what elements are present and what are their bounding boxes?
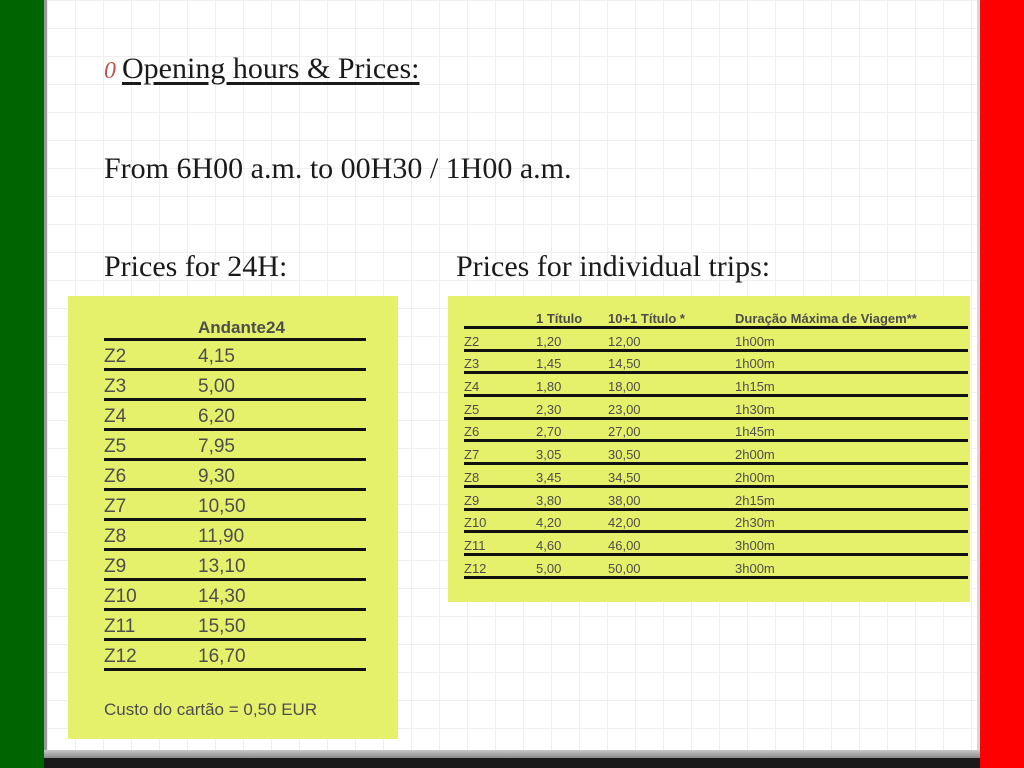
card-cost-note: Custo do cartão = 0,50 EUR (104, 700, 318, 719)
table-row (464, 554, 968, 577)
table-row (464, 509, 968, 532)
zone-cell: Z6 (464, 418, 536, 441)
andante24-price-cell: 11,90 (198, 520, 366, 550)
table-row (104, 640, 366, 670)
left-green-band (0, 0, 44, 768)
zone-cell: Z8 (104, 520, 198, 550)
ten-plus-one-column-header: 10+1 Título * (608, 308, 735, 328)
andante24-price-panel (68, 296, 398, 739)
single-ticket-price-cell: 1,80 (536, 373, 608, 396)
single-ticket-column-header: 1 Título (536, 308, 608, 328)
table-row (464, 441, 968, 464)
zone-cell: Z5 (464, 396, 536, 419)
table-row (464, 328, 968, 351)
table-row (464, 396, 968, 419)
max-duration-cell: 3h00m (735, 554, 968, 577)
table-row (464, 532, 968, 555)
ten-plus-one-price-cell: 18,00 (608, 373, 735, 396)
max-duration-cell: 1h00m (735, 350, 968, 373)
ten-plus-one-price-cell: 46,00 (608, 532, 735, 555)
table-header-row (464, 308, 968, 328)
single-ticket-price-cell: 4,20 (536, 509, 608, 532)
zone-cell: Z3 (464, 350, 536, 373)
single-ticket-price-cell: 5,00 (536, 554, 608, 577)
single-ticket-price-cell: 3,05 (536, 441, 608, 464)
max-duration-cell: 1h45m (735, 418, 968, 441)
prices-24h-label: Prices for 24H: (104, 250, 288, 283)
zone-cell: Z11 (104, 610, 198, 640)
slide-bottom-bar (44, 758, 980, 768)
ten-plus-one-price-cell: 38,00 (608, 486, 735, 509)
zone-cell: Z12 (104, 640, 198, 670)
zone-cell: Z10 (104, 580, 198, 610)
table-row (104, 430, 366, 460)
individual-trip-price-panel (448, 296, 970, 602)
zone-cell: Z7 (104, 490, 198, 520)
ten-plus-one-price-cell: 14,50 (608, 350, 735, 373)
table-row (464, 418, 968, 441)
zone-cell: Z12 (464, 554, 536, 577)
table-row (104, 340, 366, 370)
table-row (104, 550, 366, 580)
single-ticket-price-cell: 4,60 (536, 532, 608, 555)
ten-plus-one-price-cell: 34,50 (608, 464, 735, 487)
andante24-price-cell: 4,15 (198, 340, 366, 370)
andante24-price-cell: 5,00 (198, 370, 366, 400)
single-ticket-price-cell: 2,70 (536, 418, 608, 441)
zone-column-header (104, 310, 198, 340)
zone-cell: Z2 (464, 328, 536, 351)
table-row (104, 370, 366, 400)
zone-cell: Z10 (464, 509, 536, 532)
andante24-price-cell: 16,70 (198, 640, 366, 670)
single-ticket-price-cell: 2,30 (536, 396, 608, 419)
andante24-price-cell: 6,20 (198, 400, 366, 430)
max-duration-cell: 2h00m (735, 441, 968, 464)
single-ticket-price-cell: 3,80 (536, 486, 608, 509)
zone-cell: Z6 (104, 460, 198, 490)
zone-cell: Z5 (104, 430, 198, 460)
ten-plus-one-price-cell: 27,00 (608, 418, 735, 441)
andante24-price-table (104, 310, 366, 671)
zone-cell: Z9 (104, 550, 198, 580)
andante24-price-cell: 14,30 (198, 580, 366, 610)
table-header-row (104, 310, 366, 340)
zone-cell: Z3 (104, 370, 198, 400)
max-duration-cell: 2h30m (735, 509, 968, 532)
max-duration-cell: 1h00m (735, 328, 968, 351)
table-row (104, 610, 366, 640)
andante24-price-cell: 7,95 (198, 430, 366, 460)
zone-cell: Z4 (464, 373, 536, 396)
zone-cell: Z9 (464, 486, 536, 509)
andante24-price-cell: 9,30 (198, 460, 366, 490)
bullet-marker: 0 (104, 58, 116, 84)
single-ticket-price-cell: 3,45 (536, 464, 608, 487)
max-duration-cell: 2h00m (735, 464, 968, 487)
andante24-price-cell: 13,10 (198, 550, 366, 580)
table-row (104, 520, 366, 550)
andante24-price-cell: 15,50 (198, 610, 366, 640)
max-duration-cell: 1h15m (735, 373, 968, 396)
zone-cell: Z11 (464, 532, 536, 555)
slide-bottom-shadow (44, 750, 980, 758)
max-duration-cell: 2h15m (735, 486, 968, 509)
single-ticket-price-cell: 1,45 (536, 350, 608, 373)
ten-plus-one-price-cell: 23,00 (608, 396, 735, 419)
right-red-band (980, 0, 1024, 768)
andante24-price-cell: 10,50 (198, 490, 366, 520)
table-row (104, 490, 366, 520)
zone-cell: Z7 (464, 441, 536, 464)
table-row (464, 373, 968, 396)
max-duration-cell: 3h00m (735, 532, 968, 555)
zone-cell: Z4 (104, 400, 198, 430)
individual-trip-price-table (464, 308, 968, 579)
heading-row (104, 52, 419, 92)
single-ticket-price-cell: 1,20 (536, 328, 608, 351)
table-row (464, 486, 968, 509)
ten-plus-one-price-cell: 50,00 (608, 554, 735, 577)
table-row (104, 460, 366, 490)
max-duration-cell: 1h30m (735, 396, 968, 419)
ten-plus-one-price-cell: 12,00 (608, 328, 735, 351)
heading-opening-hours-prices: Opening hours & Prices: (122, 52, 420, 85)
max-duration-column-header: Duração Máxima de Viagem** (735, 308, 968, 328)
opening-hours-text: From 6H00 a.m. to 00H30 / 1H00 a.m. (104, 152, 572, 185)
ten-plus-one-price-cell: 30,50 (608, 441, 735, 464)
zone-cell: Z2 (104, 340, 198, 370)
table-row (104, 580, 366, 610)
zone-column-header (464, 308, 536, 328)
ten-plus-one-price-cell: 42,00 (608, 509, 735, 532)
table-row (464, 350, 968, 373)
table-row (464, 464, 968, 487)
andante24-column-header: Andante24 (198, 310, 366, 340)
prices-individual-label: Prices for individual trips: (456, 250, 771, 283)
zone-cell: Z8 (464, 464, 536, 487)
table-row (104, 400, 366, 430)
